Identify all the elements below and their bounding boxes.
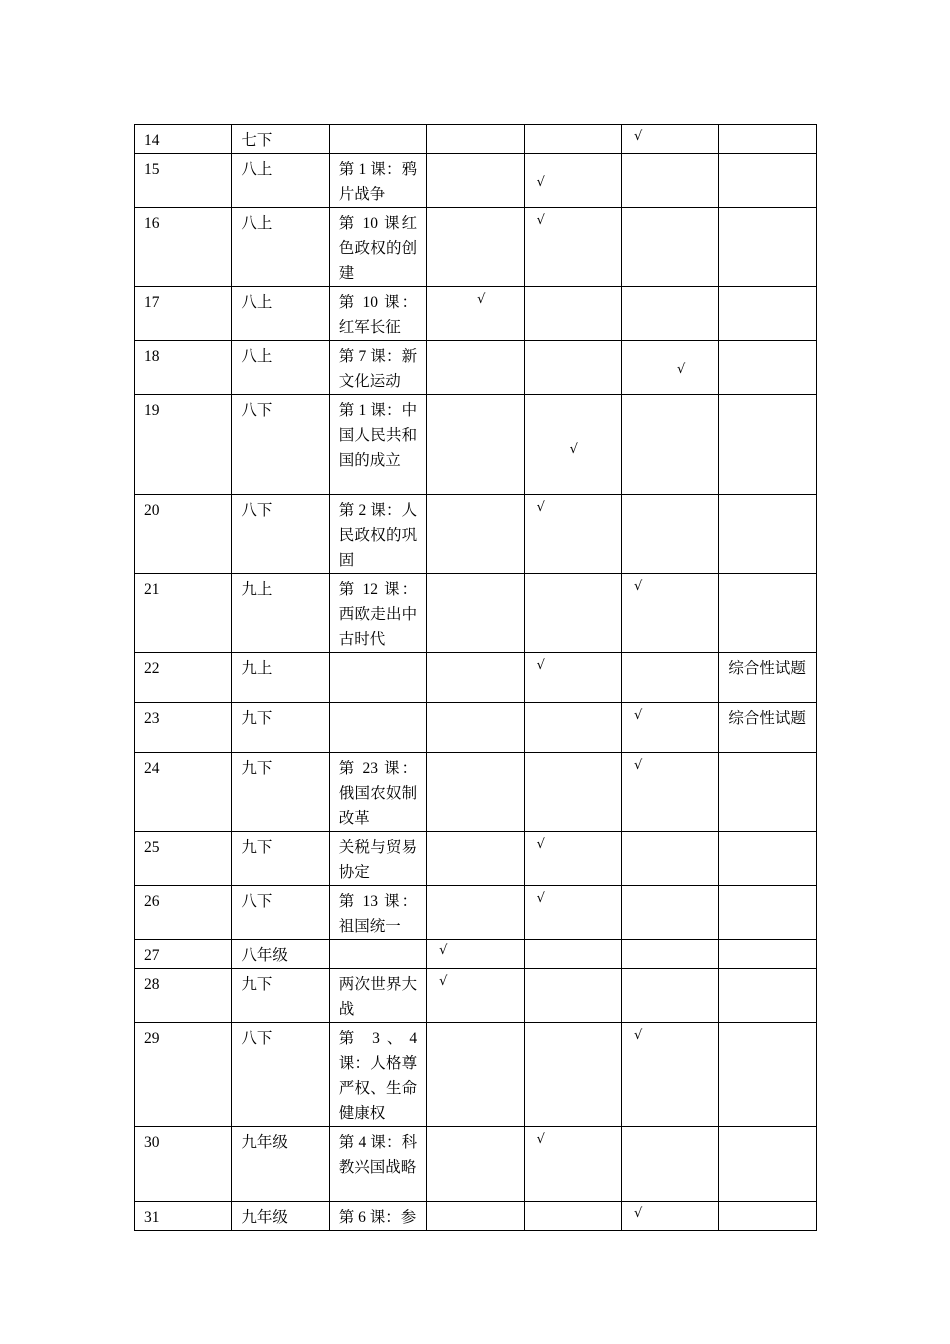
row-number: 17 xyxy=(135,287,232,341)
lesson-cell: 关税与贸易协定 xyxy=(329,832,426,886)
check-cell xyxy=(524,154,621,208)
check-cell xyxy=(427,1202,524,1231)
check-cell xyxy=(427,832,524,886)
check-cell xyxy=(524,653,621,703)
grade-cell: 九上 xyxy=(232,574,329,653)
row-number: 20 xyxy=(135,495,232,574)
checkmark: √ xyxy=(633,1206,643,1221)
check-cell xyxy=(427,969,524,1023)
check-cell xyxy=(427,1023,524,1127)
check-cell xyxy=(621,940,718,969)
checkmark: √ xyxy=(536,175,545,190)
note-cell xyxy=(719,395,816,495)
check-cell xyxy=(524,495,621,574)
table-row xyxy=(135,969,817,1023)
grade-cell: 九下 xyxy=(232,753,329,832)
note-cell: 综合性试题 xyxy=(719,653,816,703)
grade-cell: 八上 xyxy=(232,287,329,341)
check-cell xyxy=(427,287,524,341)
check-cell xyxy=(524,832,621,886)
row-number: 27 xyxy=(135,940,232,969)
grade-cell: 八下 xyxy=(232,1023,329,1127)
check-cell xyxy=(621,703,718,753)
table-row xyxy=(135,886,817,940)
check-cell xyxy=(621,969,718,1023)
table-row xyxy=(135,703,817,753)
lesson-cell: 第 3、4 课：人格尊严权、生命健康权 xyxy=(329,1023,426,1127)
checkmark: √ xyxy=(536,213,545,228)
table-row xyxy=(135,154,817,208)
check-cell xyxy=(524,125,621,154)
table-row xyxy=(135,832,817,886)
check-cell xyxy=(621,154,718,208)
note-cell xyxy=(719,208,816,287)
row-number: 19 xyxy=(135,395,232,495)
lesson-cell xyxy=(329,703,426,753)
note-cell xyxy=(719,1023,816,1127)
check-cell xyxy=(427,125,524,154)
table-row xyxy=(135,940,817,969)
check-cell xyxy=(621,1202,718,1231)
table-row xyxy=(135,1202,817,1231)
check-cell xyxy=(427,753,524,832)
check-cell xyxy=(621,574,718,653)
note-cell xyxy=(719,969,816,1023)
checkmark: √ xyxy=(439,943,448,958)
check-cell xyxy=(621,1127,718,1202)
checkmark: √ xyxy=(477,292,486,307)
check-cell xyxy=(427,341,524,395)
grade-cell: 九上 xyxy=(232,653,329,703)
note-cell xyxy=(719,341,816,395)
lesson-cell xyxy=(329,125,426,154)
note-cell xyxy=(719,940,816,969)
checkmark: √ xyxy=(536,500,545,515)
row-number: 15 xyxy=(135,154,232,208)
table-body xyxy=(135,125,817,1231)
row-number: 24 xyxy=(135,753,232,832)
check-cell xyxy=(427,703,524,753)
lesson-cell: 第 23 课：俄国农奴制改革 xyxy=(329,753,426,832)
grade-cell: 九下 xyxy=(232,832,329,886)
note-cell xyxy=(719,495,816,574)
check-cell xyxy=(621,886,718,940)
check-cell xyxy=(524,1202,621,1231)
check-cell xyxy=(524,574,621,653)
table-row xyxy=(135,208,817,287)
grade-cell: 八上 xyxy=(232,154,329,208)
row-number: 14 xyxy=(135,125,232,154)
lesson-cell: 两次世界大战 xyxy=(329,969,426,1023)
check-cell xyxy=(427,653,524,703)
grade-cell: 八下 xyxy=(232,395,329,495)
lesson-cell: 第 1 课：鸦片战争 xyxy=(329,154,426,208)
lesson-cell: 第 4 课：科教兴国战略 xyxy=(329,1127,426,1202)
row-number: 31 xyxy=(135,1202,232,1231)
table-row xyxy=(135,574,817,653)
check-cell xyxy=(427,495,524,574)
checkmark: √ xyxy=(569,442,578,457)
row-number: 18 xyxy=(135,341,232,395)
row-number: 26 xyxy=(135,886,232,940)
table-row xyxy=(135,1023,817,1127)
note-cell xyxy=(719,154,816,208)
note-cell xyxy=(719,886,816,940)
lesson-table xyxy=(134,124,817,1231)
checkmark: √ xyxy=(536,891,545,906)
check-cell xyxy=(621,832,718,886)
check-cell xyxy=(621,495,718,574)
check-cell xyxy=(621,653,718,703)
table-row xyxy=(135,1127,817,1202)
check-cell xyxy=(621,1023,718,1127)
check-cell xyxy=(621,287,718,341)
row-number: 25 xyxy=(135,832,232,886)
lesson-cell: 第 10 课：红军长征 xyxy=(329,287,426,341)
checkmark: √ xyxy=(633,579,643,594)
lesson-cell: 第 10 课红色政权的创建 xyxy=(329,208,426,287)
grade-cell: 八上 xyxy=(232,341,329,395)
check-cell xyxy=(524,753,621,832)
check-cell xyxy=(621,395,718,495)
check-cell xyxy=(621,125,718,154)
lesson-cell: 第 7 课：新文化运动 xyxy=(329,341,426,395)
lesson-cell: 第 12 课：西欧走出中古时代 xyxy=(329,574,426,653)
check-cell xyxy=(524,940,621,969)
check-cell xyxy=(427,208,524,287)
grade-cell: 七下 xyxy=(232,125,329,154)
check-cell xyxy=(524,1127,621,1202)
check-cell xyxy=(427,940,524,969)
check-cell xyxy=(524,886,621,940)
checkmark: √ xyxy=(536,1132,545,1147)
checkmark: √ xyxy=(633,758,643,773)
checkmark: √ xyxy=(439,974,448,989)
note-cell xyxy=(719,832,816,886)
table-row xyxy=(135,287,817,341)
checkmark: √ xyxy=(633,708,643,723)
row-number: 28 xyxy=(135,969,232,1023)
lesson-cell: 第 2 课：人民政权的巩固 xyxy=(329,495,426,574)
note-cell: 综合性试题 xyxy=(719,703,816,753)
grade-cell: 九年级 xyxy=(232,1202,329,1231)
table-row xyxy=(135,495,817,574)
table-row xyxy=(135,753,817,832)
row-number: 21 xyxy=(135,574,232,653)
note-cell xyxy=(719,574,816,653)
lesson-cell xyxy=(329,653,426,703)
checkmark: √ xyxy=(633,129,643,144)
check-cell xyxy=(621,208,718,287)
row-number: 22 xyxy=(135,653,232,703)
check-cell xyxy=(621,341,718,395)
row-number: 30 xyxy=(135,1127,232,1202)
check-cell xyxy=(427,395,524,495)
checkmark: √ xyxy=(676,362,686,377)
lesson-cell xyxy=(329,940,426,969)
grade-cell: 九下 xyxy=(232,703,329,753)
check-cell xyxy=(524,341,621,395)
check-cell xyxy=(524,969,621,1023)
check-cell xyxy=(524,208,621,287)
check-cell xyxy=(524,1023,621,1127)
table-row xyxy=(135,395,817,495)
checkmark: √ xyxy=(536,658,545,673)
table-row xyxy=(135,125,817,154)
note-cell xyxy=(719,753,816,832)
check-cell xyxy=(524,395,621,495)
row-number: 23 xyxy=(135,703,232,753)
lesson-cell: 第 6 课：参 xyxy=(329,1202,426,1231)
checkmark: √ xyxy=(536,837,545,852)
table-row xyxy=(135,341,817,395)
lesson-cell: 第 13 课：祖国统一 xyxy=(329,886,426,940)
check-cell xyxy=(621,753,718,832)
check-cell xyxy=(427,1127,524,1202)
note-cell xyxy=(719,1202,816,1231)
grade-cell: 八上 xyxy=(232,208,329,287)
note-cell xyxy=(719,1127,816,1202)
lesson-cell: 第 1 课：中国人民共和国的成立 xyxy=(329,395,426,495)
note-cell xyxy=(719,287,816,341)
check-cell xyxy=(427,886,524,940)
grade-cell: 八年级 xyxy=(232,940,329,969)
table-row xyxy=(135,653,817,703)
check-cell xyxy=(427,574,524,653)
row-number: 29 xyxy=(135,1023,232,1127)
row-number: 16 xyxy=(135,208,232,287)
check-cell xyxy=(524,287,621,341)
grade-cell: 八下 xyxy=(232,495,329,574)
checkmark: √ xyxy=(633,1028,643,1043)
grade-cell: 九下 xyxy=(232,969,329,1023)
check-cell xyxy=(427,154,524,208)
note-cell xyxy=(719,125,816,154)
check-cell xyxy=(524,703,621,753)
grade-cell: 九年级 xyxy=(232,1127,329,1202)
grade-cell: 八下 xyxy=(232,886,329,940)
